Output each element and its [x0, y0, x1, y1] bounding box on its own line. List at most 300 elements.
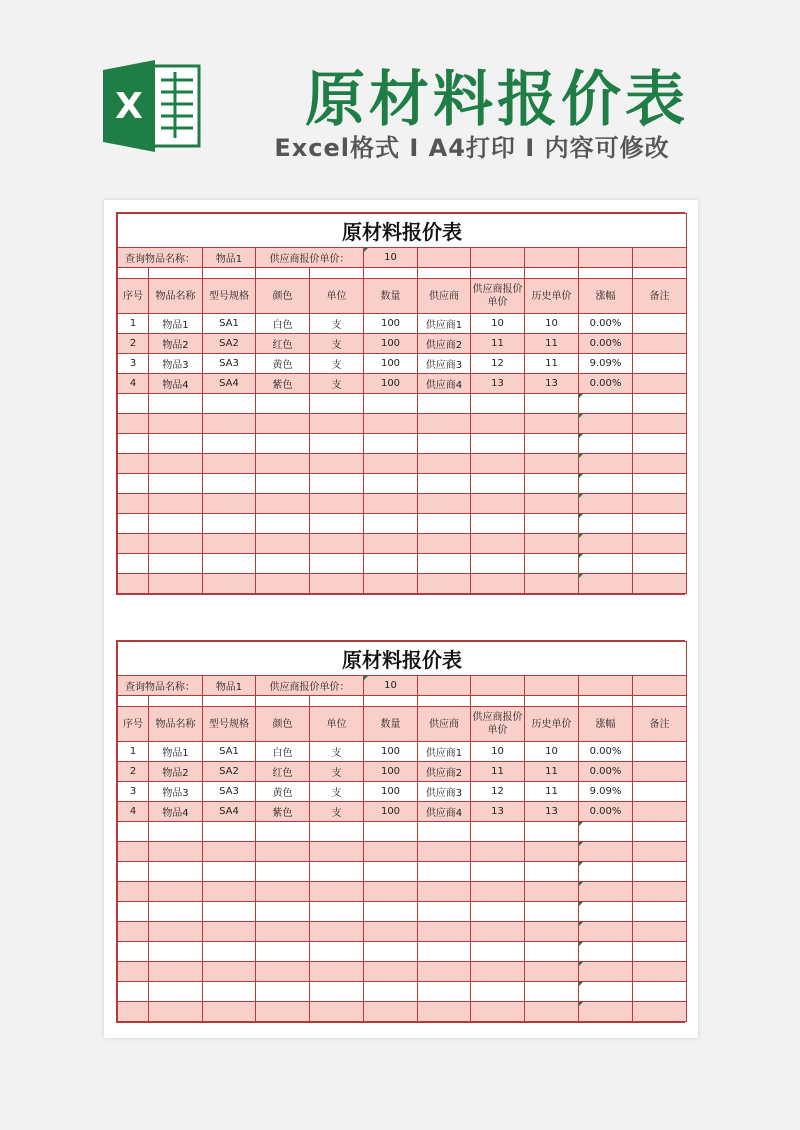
empty-cell[interactable] [310, 882, 364, 902]
data-cell[interactable]: 0.00% [579, 374, 633, 394]
empty-cell[interactable] [418, 962, 471, 982]
empty-cell[interactable] [525, 534, 579, 554]
empty-cell[interactable] [579, 454, 633, 474]
empty-cell[interactable] [418, 268, 471, 279]
empty-cell[interactable] [256, 882, 310, 902]
data-cell[interactable]: 支 [310, 802, 364, 822]
empty-cell[interactable] [418, 902, 471, 922]
empty-cell[interactable] [203, 942, 256, 962]
empty-cell[interactable] [203, 882, 256, 902]
empty-cell[interactable] [525, 454, 579, 474]
empty-cell[interactable] [633, 942, 687, 962]
data-cell[interactable]: 3 [118, 354, 149, 374]
empty-cell[interactable] [118, 494, 149, 514]
empty-cell[interactable] [633, 554, 687, 574]
empty-cell[interactable] [525, 942, 579, 962]
data-cell[interactable]: 白色 [256, 314, 310, 334]
empty-cell[interactable] [471, 268, 525, 279]
data-cell[interactable]: SA1 [203, 314, 256, 334]
empty-cell[interactable] [149, 962, 203, 982]
empty-cell[interactable] [310, 842, 364, 862]
empty-cell[interactable] [579, 676, 633, 696]
data-cell[interactable] [633, 782, 687, 802]
empty-cell[interactable] [418, 248, 471, 268]
data-cell[interactable]: 供应商2 [418, 334, 471, 354]
empty-cell[interactable] [364, 1002, 418, 1022]
empty-cell[interactable] [256, 982, 310, 1002]
empty-cell[interactable] [633, 962, 687, 982]
data-cell[interactable]: 11 [525, 334, 579, 354]
data-cell[interactable]: 13 [525, 802, 579, 822]
data-cell[interactable]: 物品2 [149, 762, 203, 782]
empty-cell[interactable] [310, 942, 364, 962]
data-cell[interactable]: 0.00% [579, 742, 633, 762]
data-cell[interactable]: 12 [471, 782, 525, 802]
empty-cell[interactable] [633, 842, 687, 862]
empty-cell[interactable] [118, 414, 149, 434]
data-cell[interactable] [633, 762, 687, 782]
empty-cell[interactable] [256, 514, 310, 534]
empty-cell[interactable] [633, 696, 687, 707]
supplier-price-value-cell[interactable]: 10 [364, 248, 418, 268]
empty-cell[interactable] [364, 982, 418, 1002]
empty-cell[interactable] [203, 1002, 256, 1022]
empty-cell[interactable] [418, 862, 471, 882]
data-cell[interactable]: 物品1 [149, 742, 203, 762]
empty-cell[interactable] [633, 862, 687, 882]
data-cell[interactable]: 10 [525, 314, 579, 334]
empty-cell[interactable] [310, 474, 364, 494]
empty-cell[interactable] [471, 882, 525, 902]
empty-cell[interactable] [418, 574, 471, 594]
data-cell[interactable]: 13 [525, 374, 579, 394]
empty-cell[interactable] [203, 394, 256, 414]
empty-cell[interactable] [418, 514, 471, 534]
data-cell[interactable]: 支 [310, 374, 364, 394]
empty-cell[interactable] [310, 574, 364, 594]
empty-cell[interactable] [203, 862, 256, 882]
empty-cell[interactable] [364, 962, 418, 982]
empty-cell[interactable] [525, 414, 579, 434]
empty-cell[interactable] [203, 414, 256, 434]
empty-cell[interactable] [203, 454, 256, 474]
empty-cell[interactable] [471, 434, 525, 454]
empty-cell[interactable] [149, 474, 203, 494]
empty-cell[interactable] [418, 554, 471, 574]
empty-cell[interactable] [118, 842, 149, 862]
empty-cell[interactable] [149, 514, 203, 534]
empty-cell[interactable] [364, 268, 418, 279]
empty-cell[interactable] [256, 494, 310, 514]
empty-cell[interactable] [579, 514, 633, 534]
empty-cell[interactable] [525, 1002, 579, 1022]
empty-cell[interactable] [149, 1002, 203, 1022]
empty-cell[interactable] [118, 942, 149, 962]
data-cell[interactable]: 黄色 [256, 782, 310, 802]
query-value-cell[interactable]: 物品1 [203, 248, 256, 268]
data-cell[interactable]: SA4 [203, 802, 256, 822]
data-cell[interactable]: 0.00% [579, 802, 633, 822]
empty-cell[interactable] [203, 902, 256, 922]
empty-cell[interactable] [579, 534, 633, 554]
empty-cell[interactable] [418, 494, 471, 514]
empty-cell[interactable] [149, 394, 203, 414]
empty-cell[interactable] [118, 434, 149, 454]
empty-cell[interactable] [310, 822, 364, 842]
data-cell[interactable]: 紫色 [256, 374, 310, 394]
empty-cell[interactable] [149, 862, 203, 882]
data-cell[interactable]: 100 [364, 782, 418, 802]
empty-cell[interactable] [256, 942, 310, 962]
empty-cell[interactable] [118, 534, 149, 554]
empty-cell[interactable] [256, 574, 310, 594]
empty-cell[interactable] [149, 902, 203, 922]
query-value-cell[interactable]: 物品1 [203, 676, 256, 696]
empty-cell[interactable] [256, 962, 310, 982]
data-cell[interactable]: 供应商3 [418, 354, 471, 374]
empty-cell[interactable] [364, 534, 418, 554]
data-cell[interactable]: 100 [364, 742, 418, 762]
empty-cell[interactable] [525, 696, 579, 707]
empty-cell[interactable] [633, 902, 687, 922]
empty-cell[interactable] [203, 922, 256, 942]
empty-cell[interactable] [203, 982, 256, 1002]
empty-cell[interactable] [364, 902, 418, 922]
empty-cell[interactable] [310, 268, 364, 279]
empty-cell[interactable] [203, 534, 256, 554]
empty-cell[interactable] [579, 982, 633, 1002]
data-cell[interactable] [633, 374, 687, 394]
empty-cell[interactable] [525, 822, 579, 842]
empty-cell[interactable] [471, 942, 525, 962]
data-cell[interactable]: 11 [471, 762, 525, 782]
data-cell[interactable]: 红色 [256, 334, 310, 354]
empty-cell[interactable] [418, 414, 471, 434]
empty-cell[interactable] [364, 414, 418, 434]
empty-cell[interactable] [364, 454, 418, 474]
data-cell[interactable]: 4 [118, 374, 149, 394]
empty-cell[interactable] [633, 268, 687, 279]
empty-cell[interactable] [203, 574, 256, 594]
data-cell[interactable] [633, 802, 687, 822]
data-cell[interactable]: 100 [364, 802, 418, 822]
empty-cell[interactable] [118, 982, 149, 1002]
empty-cell[interactable] [310, 922, 364, 942]
data-cell[interactable]: 100 [364, 762, 418, 782]
empty-cell[interactable] [525, 394, 579, 414]
empty-cell[interactable] [256, 414, 310, 434]
empty-cell[interactable] [203, 962, 256, 982]
empty-cell[interactable] [579, 394, 633, 414]
empty-cell[interactable] [471, 1002, 525, 1022]
empty-cell[interactable] [203, 494, 256, 514]
empty-cell[interactable] [256, 842, 310, 862]
empty-cell[interactable] [364, 474, 418, 494]
data-cell[interactable]: 2 [118, 334, 149, 354]
data-cell[interactable]: 11 [471, 334, 525, 354]
empty-cell[interactable] [256, 554, 310, 574]
empty-cell[interactable] [310, 902, 364, 922]
data-cell[interactable]: 供应商1 [418, 314, 471, 334]
empty-cell[interactable] [310, 514, 364, 534]
empty-cell[interactable] [579, 696, 633, 707]
data-cell[interactable]: 9.09% [579, 782, 633, 802]
empty-cell[interactable] [149, 574, 203, 594]
empty-cell[interactable] [579, 414, 633, 434]
data-cell[interactable]: 0.00% [579, 314, 633, 334]
empty-cell[interactable] [149, 696, 203, 707]
empty-cell[interactable] [118, 554, 149, 574]
empty-cell[interactable] [579, 474, 633, 494]
data-cell[interactable]: 1 [118, 742, 149, 762]
data-cell[interactable]: 供应商4 [418, 374, 471, 394]
empty-cell[interactable] [418, 842, 471, 862]
empty-cell[interactable] [118, 1002, 149, 1022]
empty-cell[interactable] [203, 822, 256, 842]
empty-cell[interactable] [256, 922, 310, 942]
empty-cell[interactable] [525, 434, 579, 454]
empty-cell[interactable] [118, 902, 149, 922]
data-cell[interactable]: 12 [471, 354, 525, 374]
data-cell[interactable]: 0.00% [579, 762, 633, 782]
data-cell[interactable]: 物品1 [149, 314, 203, 334]
empty-cell[interactable] [310, 1002, 364, 1022]
data-cell[interactable]: 紫色 [256, 802, 310, 822]
empty-cell[interactable] [364, 862, 418, 882]
empty-cell[interactable] [471, 454, 525, 474]
empty-cell[interactable] [579, 842, 633, 862]
empty-cell[interactable] [471, 982, 525, 1002]
empty-cell[interactable] [579, 248, 633, 268]
empty-cell[interactable] [118, 882, 149, 902]
empty-cell[interactable] [256, 902, 310, 922]
empty-cell[interactable] [633, 394, 687, 414]
supplier-price-value-cell[interactable]: 10 [364, 676, 418, 696]
empty-cell[interactable] [471, 676, 525, 696]
empty-cell[interactable] [310, 696, 364, 707]
empty-cell[interactable] [471, 862, 525, 882]
data-cell[interactable]: 黄色 [256, 354, 310, 374]
empty-cell[interactable] [418, 676, 471, 696]
empty-cell[interactable] [149, 534, 203, 554]
empty-cell[interactable] [579, 822, 633, 842]
empty-cell[interactable] [118, 514, 149, 534]
empty-cell[interactable] [525, 982, 579, 1002]
empty-cell[interactable] [525, 514, 579, 534]
empty-cell[interactable] [633, 494, 687, 514]
data-cell[interactable]: SA3 [203, 782, 256, 802]
empty-cell[interactable] [633, 248, 687, 268]
empty-cell[interactable] [149, 982, 203, 1002]
empty-cell[interactable] [633, 676, 687, 696]
empty-cell[interactable] [633, 434, 687, 454]
data-cell[interactable]: 11 [525, 762, 579, 782]
data-cell[interactable]: 4 [118, 802, 149, 822]
empty-cell[interactable] [418, 696, 471, 707]
empty-cell[interactable] [633, 454, 687, 474]
data-cell[interactable]: 3 [118, 782, 149, 802]
empty-cell[interactable] [118, 268, 149, 279]
data-cell[interactable]: 支 [310, 742, 364, 762]
empty-cell[interactable] [364, 434, 418, 454]
empty-cell[interactable] [418, 922, 471, 942]
empty-cell[interactable] [364, 554, 418, 574]
empty-cell[interactable] [203, 554, 256, 574]
data-cell[interactable]: 10 [471, 742, 525, 762]
empty-cell[interactable] [364, 494, 418, 514]
empty-cell[interactable] [118, 922, 149, 942]
empty-cell[interactable] [418, 474, 471, 494]
empty-cell[interactable] [256, 696, 310, 707]
empty-cell[interactable] [418, 882, 471, 902]
empty-cell[interactable] [256, 534, 310, 554]
empty-cell[interactable] [118, 822, 149, 842]
empty-cell[interactable] [579, 1002, 633, 1022]
empty-cell[interactable] [418, 534, 471, 554]
empty-cell[interactable] [471, 554, 525, 574]
empty-cell[interactable] [471, 696, 525, 707]
empty-cell[interactable] [149, 882, 203, 902]
empty-cell[interactable] [364, 882, 418, 902]
empty-cell[interactable] [310, 414, 364, 434]
empty-cell[interactable] [203, 434, 256, 454]
empty-cell[interactable] [418, 434, 471, 454]
empty-cell[interactable] [364, 394, 418, 414]
empty-cell[interactable] [525, 902, 579, 922]
empty-cell[interactable] [471, 414, 525, 434]
empty-cell[interactable] [633, 922, 687, 942]
empty-cell[interactable] [471, 534, 525, 554]
data-cell[interactable]: 物品3 [149, 782, 203, 802]
data-cell[interactable]: 支 [310, 334, 364, 354]
empty-cell[interactable] [579, 922, 633, 942]
data-cell[interactable]: 支 [310, 354, 364, 374]
data-cell[interactable]: 11 [525, 782, 579, 802]
empty-cell[interactable] [203, 514, 256, 534]
data-cell[interactable]: 13 [471, 802, 525, 822]
empty-cell[interactable] [418, 1002, 471, 1022]
empty-cell[interactable] [633, 574, 687, 594]
empty-cell[interactable] [310, 982, 364, 1002]
empty-cell[interactable] [525, 922, 579, 942]
empty-cell[interactable] [579, 494, 633, 514]
data-cell[interactable]: 物品4 [149, 374, 203, 394]
empty-cell[interactable] [118, 474, 149, 494]
data-cell[interactable]: 物品2 [149, 334, 203, 354]
empty-cell[interactable] [118, 574, 149, 594]
data-cell[interactable]: 供应商4 [418, 802, 471, 822]
empty-cell[interactable] [149, 822, 203, 842]
empty-cell[interactable] [149, 922, 203, 942]
empty-cell[interactable] [471, 902, 525, 922]
empty-cell[interactable] [471, 474, 525, 494]
empty-cell[interactable] [633, 822, 687, 842]
empty-cell[interactable] [256, 268, 310, 279]
empty-cell[interactable] [364, 922, 418, 942]
data-cell[interactable]: 1 [118, 314, 149, 334]
empty-cell[interactable] [579, 434, 633, 454]
empty-cell[interactable] [256, 454, 310, 474]
empty-cell[interactable] [633, 514, 687, 534]
data-cell[interactable]: 9.09% [579, 354, 633, 374]
empty-cell[interactable] [471, 962, 525, 982]
data-cell[interactable] [633, 314, 687, 334]
empty-cell[interactable] [118, 696, 149, 707]
empty-cell[interactable] [310, 434, 364, 454]
data-cell[interactable]: SA2 [203, 762, 256, 782]
data-cell[interactable] [633, 742, 687, 762]
empty-cell[interactable] [471, 514, 525, 534]
empty-cell[interactable] [256, 394, 310, 414]
empty-cell[interactable] [471, 842, 525, 862]
empty-cell[interactable] [149, 268, 203, 279]
empty-cell[interactable] [471, 822, 525, 842]
empty-cell[interactable] [149, 494, 203, 514]
empty-cell[interactable] [256, 1002, 310, 1022]
empty-cell[interactable] [471, 922, 525, 942]
empty-cell[interactable] [310, 454, 364, 474]
data-cell[interactable]: SA1 [203, 742, 256, 762]
data-cell[interactable]: 0.00% [579, 334, 633, 354]
data-cell[interactable]: 白色 [256, 742, 310, 762]
empty-cell[interactable] [310, 962, 364, 982]
empty-cell[interactable] [256, 822, 310, 842]
data-cell[interactable]: 支 [310, 782, 364, 802]
empty-cell[interactable] [633, 414, 687, 434]
empty-cell[interactable] [118, 862, 149, 882]
empty-cell[interactable] [203, 842, 256, 862]
empty-cell[interactable] [203, 474, 256, 494]
empty-cell[interactable] [118, 962, 149, 982]
empty-cell[interactable] [256, 474, 310, 494]
empty-cell[interactable] [471, 574, 525, 594]
empty-cell[interactable] [525, 962, 579, 982]
empty-cell[interactable] [525, 494, 579, 514]
empty-cell[interactable] [579, 268, 633, 279]
empty-cell[interactable] [579, 554, 633, 574]
data-cell[interactable]: SA2 [203, 334, 256, 354]
data-cell[interactable]: 供应商1 [418, 742, 471, 762]
empty-cell[interactable] [364, 574, 418, 594]
empty-cell[interactable] [364, 822, 418, 842]
data-cell[interactable]: 物品4 [149, 802, 203, 822]
empty-cell[interactable] [203, 696, 256, 707]
empty-cell[interactable] [418, 454, 471, 474]
data-cell[interactable]: 100 [364, 314, 418, 334]
empty-cell[interactable] [471, 248, 525, 268]
empty-cell[interactable] [203, 268, 256, 279]
empty-cell[interactable] [525, 268, 579, 279]
data-cell[interactable]: 11 [525, 354, 579, 374]
empty-cell[interactable] [364, 696, 418, 707]
empty-cell[interactable] [525, 862, 579, 882]
empty-cell[interactable] [525, 248, 579, 268]
data-cell[interactable]: 13 [471, 374, 525, 394]
empty-cell[interactable] [256, 434, 310, 454]
data-cell[interactable] [633, 354, 687, 374]
data-cell[interactable]: 支 [310, 762, 364, 782]
empty-cell[interactable] [310, 534, 364, 554]
empty-cell[interactable] [418, 394, 471, 414]
empty-cell[interactable] [579, 574, 633, 594]
data-cell[interactable]: 支 [310, 314, 364, 334]
empty-cell[interactable] [418, 982, 471, 1002]
empty-cell[interactable] [633, 1002, 687, 1022]
empty-cell[interactable] [364, 842, 418, 862]
empty-cell[interactable] [471, 394, 525, 414]
empty-cell[interactable] [149, 842, 203, 862]
empty-cell[interactable] [149, 554, 203, 574]
